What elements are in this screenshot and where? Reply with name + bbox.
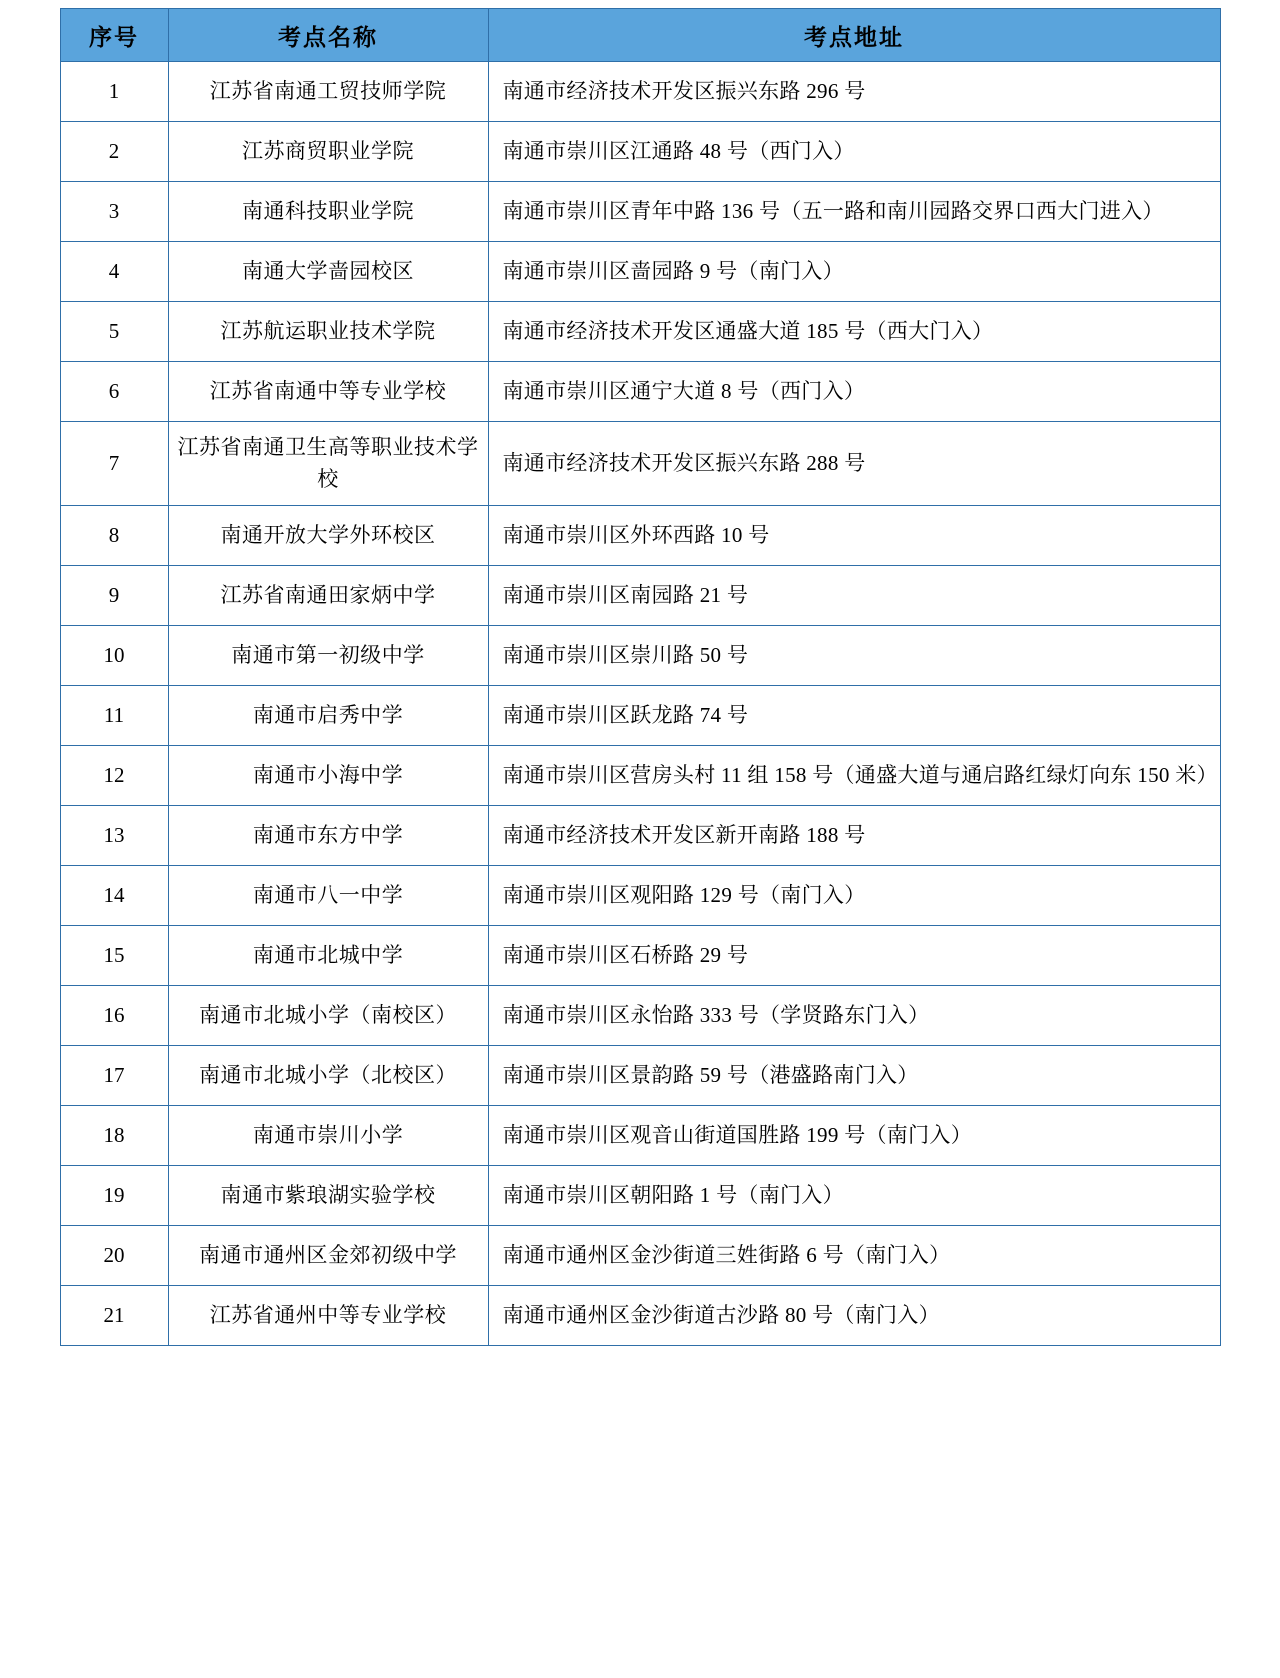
cell-index: 11 xyxy=(60,686,168,746)
cell-index: 18 xyxy=(60,1106,168,1166)
table-row xyxy=(60,866,1220,926)
cell-site-address: 南通市崇川区崇川路 50 号 xyxy=(488,626,1220,686)
cell-index: 21 xyxy=(60,1286,168,1346)
table-row xyxy=(60,302,1220,362)
cell-index: 10 xyxy=(60,626,168,686)
cell-site-address: 南通市崇川区跃龙路 74 号 xyxy=(488,686,1220,746)
cell-site-address: 南通市崇川区通宁大道 8 号（西门入） xyxy=(488,362,1220,422)
cell-index: 9 xyxy=(60,566,168,626)
cell-site-name: 南通市第一初级中学 xyxy=(168,626,488,686)
cell-site-address: 南通市崇川区永怡路 333 号（学贤路东门入） xyxy=(488,986,1220,1046)
cell-site-address: 南通市崇川区景韵路 59 号（港盛路南门入） xyxy=(488,1046,1220,1106)
cell-site-name: 江苏航运职业技术学院 xyxy=(168,302,488,362)
cell-site-address: 南通市经济技术开发区通盛大道 185 号（西大门入） xyxy=(488,302,1220,362)
table-row xyxy=(60,746,1220,806)
cell-index: 2 xyxy=(60,122,168,182)
cell-index: 19 xyxy=(60,1166,168,1226)
table-header-row xyxy=(60,9,1220,62)
cell-site-name: 南通市北城小学（南校区） xyxy=(168,986,488,1046)
cell-site-address: 南通市崇川区朝阳路 1 号（南门入） xyxy=(488,1166,1220,1226)
cell-site-address: 南通市经济技术开发区振兴东路 296 号 xyxy=(488,62,1220,122)
cell-site-name: 南通大学啬园校区 xyxy=(168,242,488,302)
cell-index: 4 xyxy=(60,242,168,302)
cell-index: 8 xyxy=(60,506,168,566)
cell-index: 5 xyxy=(60,302,168,362)
table-row xyxy=(60,122,1220,182)
cell-site-address: 南通市通州区金沙街道古沙路 80 号（南门入） xyxy=(488,1286,1220,1346)
cell-index: 17 xyxy=(60,1046,168,1106)
cell-site-address: 南通市崇川区南园路 21 号 xyxy=(488,566,1220,626)
table-body xyxy=(60,62,1220,1346)
cell-site-name: 南通市小海中学 xyxy=(168,746,488,806)
cell-site-address: 南通市崇川区啬园路 9 号（南门入） xyxy=(488,242,1220,302)
cell-site-address: 南通市崇川区营房头村 11 组 158 号（通盛大道与通启路红绿灯向东 150 米） xyxy=(488,746,1220,806)
cell-index: 15 xyxy=(60,926,168,986)
cell-site-name: 南通市通州区金郊初级中学 xyxy=(168,1226,488,1286)
cell-site-address: 南通市通州区金沙街道三姓街路 6 号（南门入） xyxy=(488,1226,1220,1286)
cell-site-name: 南通市崇川小学 xyxy=(168,1106,488,1166)
table-row xyxy=(60,626,1220,686)
cell-site-address: 南通市崇川区观阳路 129 号（南门入） xyxy=(488,866,1220,926)
cell-index: 12 xyxy=(60,746,168,806)
cell-site-name: 南通开放大学外环校区 xyxy=(168,506,488,566)
table-row xyxy=(60,1286,1220,1346)
table-header xyxy=(60,9,1220,62)
cell-site-name: 南通市启秀中学 xyxy=(168,686,488,746)
column-header-address: 考点地址 xyxy=(488,9,1220,62)
table-row xyxy=(60,806,1220,866)
cell-site-address: 南通市经济技术开发区振兴东路 288 号 xyxy=(488,422,1220,506)
cell-site-name: 南通市紫琅湖实验学校 xyxy=(168,1166,488,1226)
table-row xyxy=(60,926,1220,986)
cell-index: 1 xyxy=(60,62,168,122)
cell-site-name: 南通市东方中学 xyxy=(168,806,488,866)
column-header-index: 序号 xyxy=(60,9,168,62)
cell-site-address: 南通市崇川区江通路 48 号（西门入） xyxy=(488,122,1220,182)
cell-index: 13 xyxy=(60,806,168,866)
cell-site-name: 南通市北城中学 xyxy=(168,926,488,986)
cell-site-name: 江苏省南通工贸技师学院 xyxy=(168,62,488,122)
table-row xyxy=(60,1046,1220,1106)
cell-site-name: 江苏省南通卫生高等职业技术学校 xyxy=(168,422,488,506)
cell-site-name: 江苏省南通田家炳中学 xyxy=(168,566,488,626)
table-row xyxy=(60,1106,1220,1166)
cell-index: 6 xyxy=(60,362,168,422)
table-row xyxy=(60,506,1220,566)
table-row xyxy=(60,686,1220,746)
cell-site-name: 江苏省南通中等专业学校 xyxy=(168,362,488,422)
column-header-name: 考点名称 xyxy=(168,9,488,62)
cell-site-address: 南通市崇川区观音山街道国胜路 199 号（南门入） xyxy=(488,1106,1220,1166)
cell-site-address: 南通市崇川区外环西路 10 号 xyxy=(488,506,1220,566)
table-row xyxy=(60,422,1220,506)
table-row xyxy=(60,182,1220,242)
cell-site-name: 江苏省通州中等专业学校 xyxy=(168,1286,488,1346)
cell-site-name: 南通市八一中学 xyxy=(168,866,488,926)
cell-site-name: 南通科技职业学院 xyxy=(168,182,488,242)
cell-index: 7 xyxy=(60,422,168,506)
exam-sites-table xyxy=(60,8,1221,1346)
table-row xyxy=(60,242,1220,302)
cell-site-name: 江苏商贸职业学院 xyxy=(168,122,488,182)
cell-site-address: 南通市崇川区石桥路 29 号 xyxy=(488,926,1220,986)
cell-index: 16 xyxy=(60,986,168,1046)
table-row xyxy=(60,62,1220,122)
cell-index: 3 xyxy=(60,182,168,242)
cell-index: 20 xyxy=(60,1226,168,1286)
table-row xyxy=(60,362,1220,422)
table-row xyxy=(60,1226,1220,1286)
cell-site-name: 南通市北城小学（北校区） xyxy=(168,1046,488,1106)
cell-index: 14 xyxy=(60,866,168,926)
cell-site-address: 南通市崇川区青年中路 136 号（五一路和南川园路交界口西大门进入） xyxy=(488,182,1220,242)
cell-site-address: 南通市经济技术开发区新开南路 188 号 xyxy=(488,806,1220,866)
table-row xyxy=(60,986,1220,1046)
table-row xyxy=(60,566,1220,626)
table-row xyxy=(60,1166,1220,1226)
